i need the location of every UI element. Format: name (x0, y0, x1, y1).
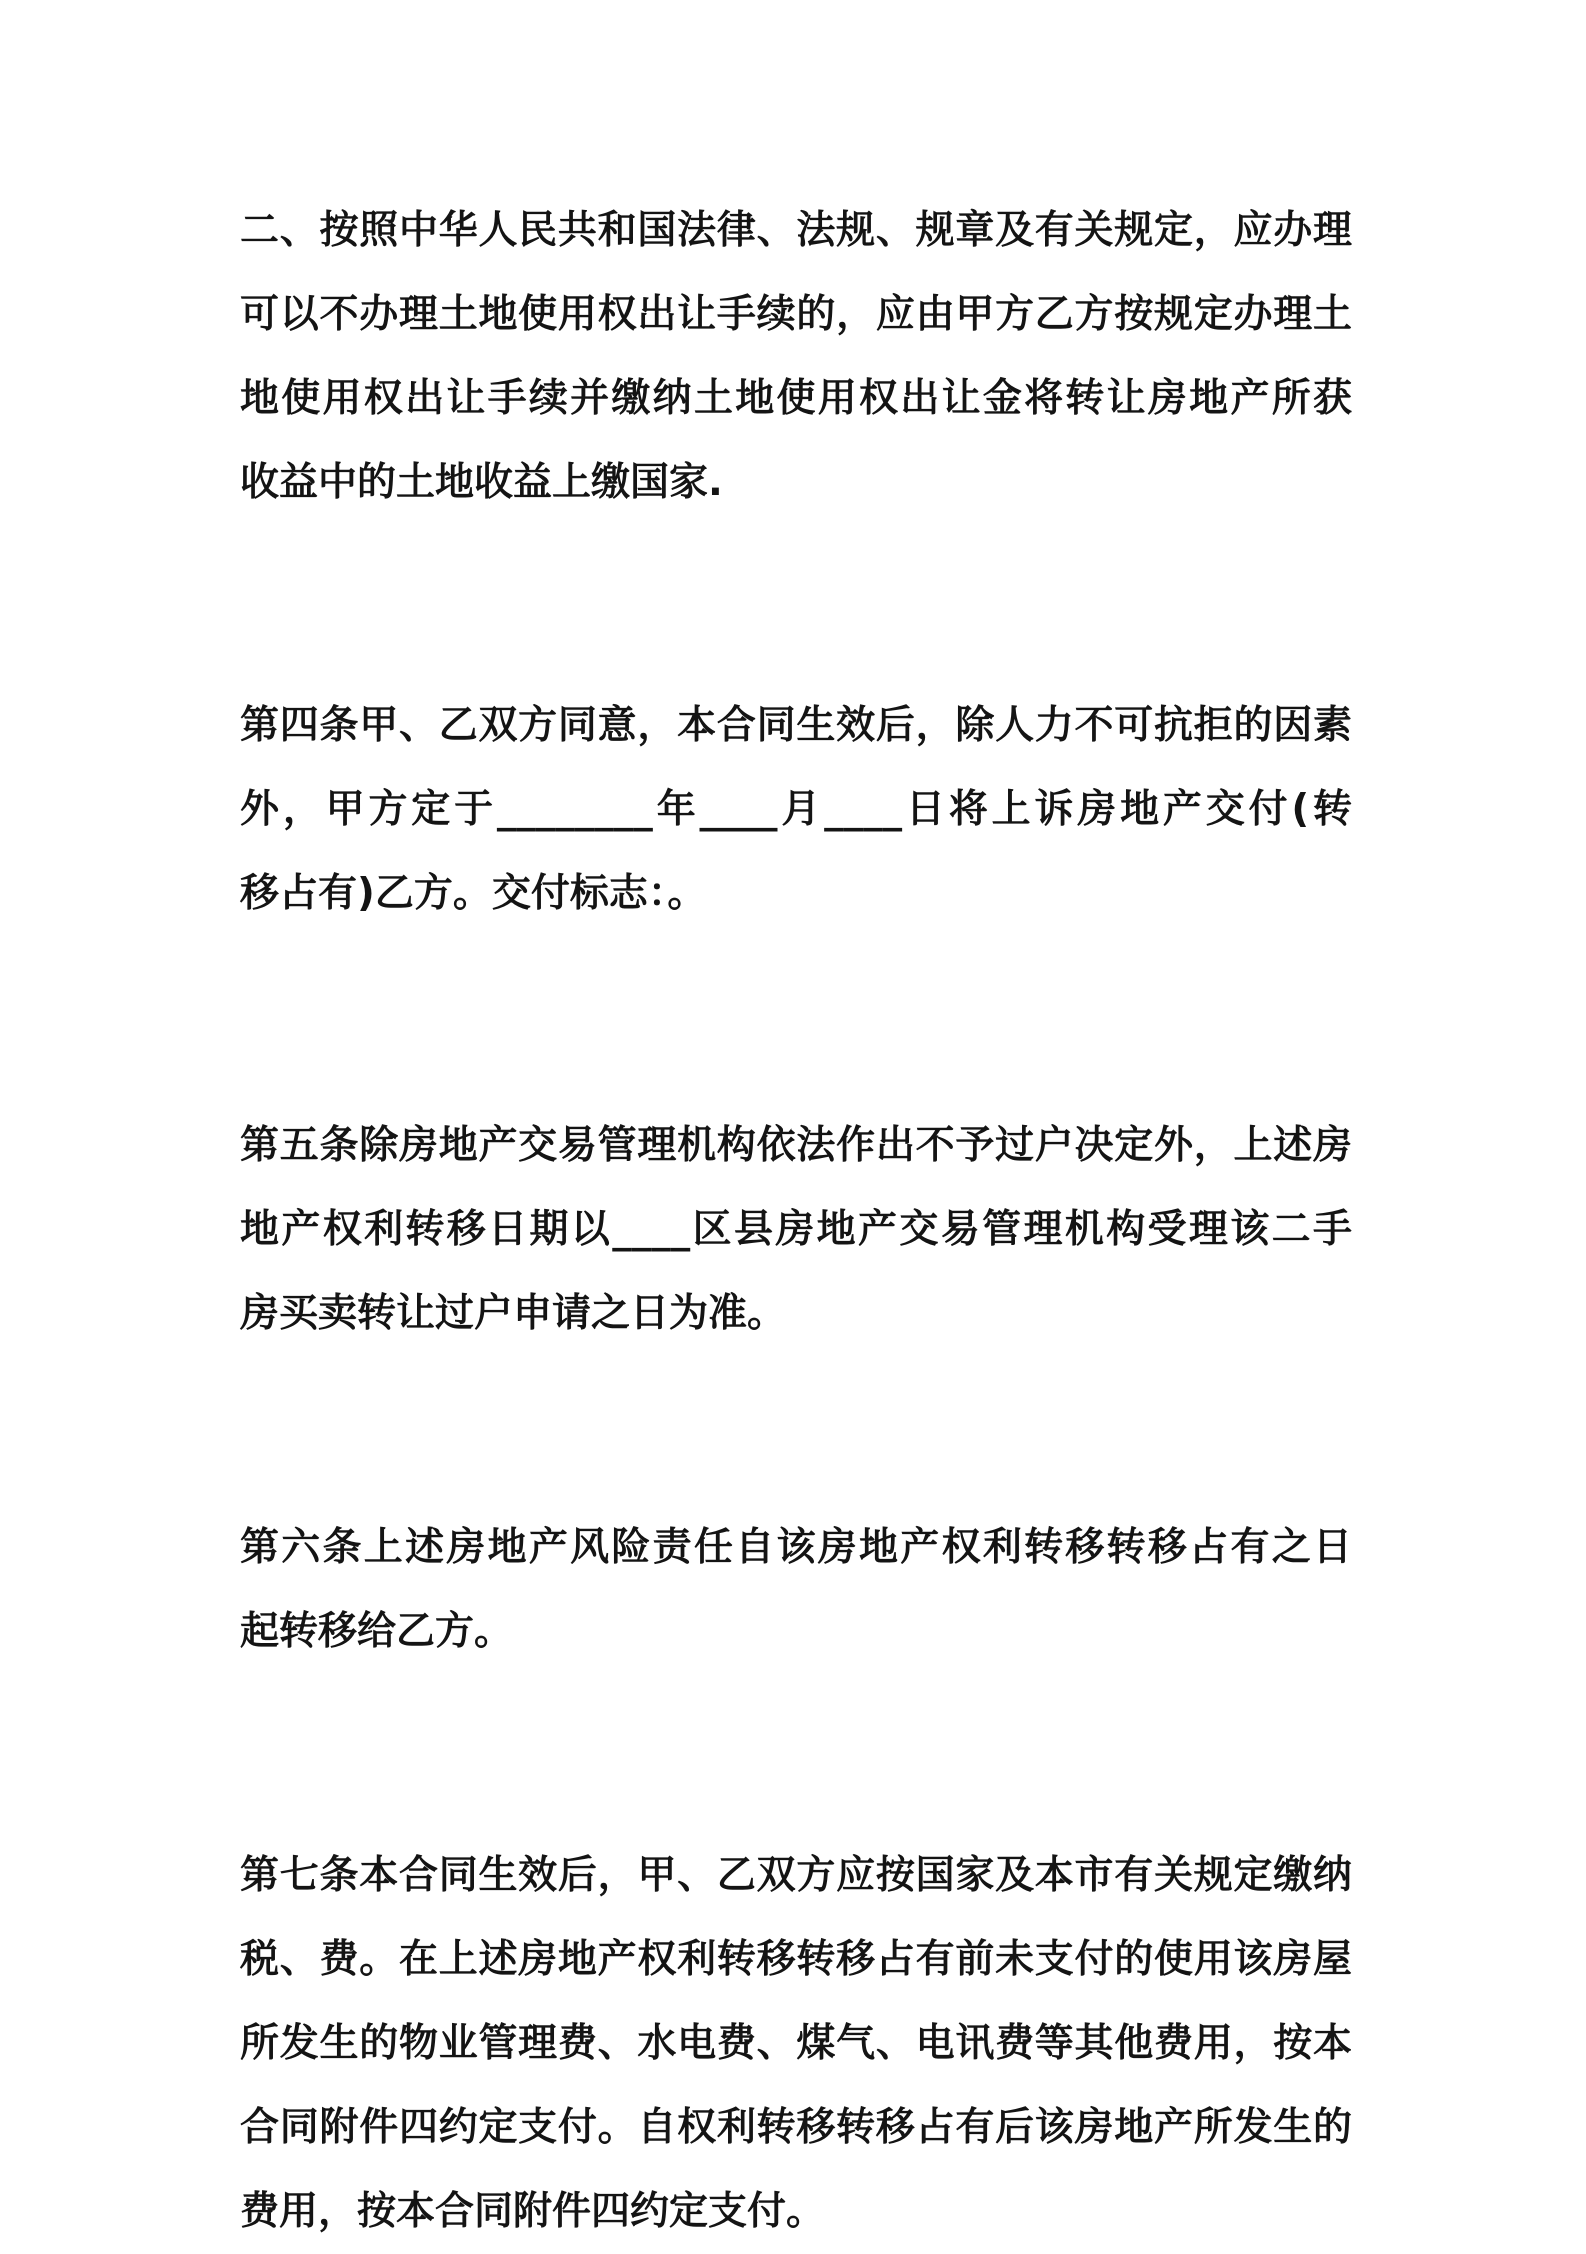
paragraph-line: 外，甲方定于________年____月____日将上诉房地产交付(转 (240, 787, 1352, 832)
paragraph-line: 所发生的物业管理费、水电费、煤气、电讯费等其他费用，按本 (240, 2021, 1352, 2066)
paragraph-line: 房买卖转让过户申请之日为准。 (240, 1291, 787, 1336)
paragraph-spacer (240, 525, 1352, 684)
paragraph-line: 收益中的土地收益上缴国家. (240, 460, 723, 505)
paragraph-line: 地使用权出让手续并缴纳土地使用权出让金将转让房地产所获 (240, 376, 1352, 421)
paragraph-article-4 (240, 684, 1352, 936)
paragraph-land-use-rights (240, 189, 1352, 525)
document-body (240, 189, 1352, 2254)
paragraph-line: 第六条上述房地产风险责任自该房地产权利转移转移占有之日 (240, 1525, 1352, 1570)
paragraph-spacer (240, 1674, 1352, 1834)
paragraph-article-7 (240, 1834, 1352, 2254)
paragraph-article-6 (240, 1506, 1352, 1674)
paragraph-line: 费用，按本合同附件四约定支付。 (240, 2189, 826, 2234)
paragraph-line: 税、费。在上述房地产权利转移转移占有前未支付的使用该房屋 (240, 1937, 1352, 1982)
paragraph-spacer (240, 936, 1352, 1104)
paragraph-line: 二、按照中华人民共和国法律、法规、规章及有关规定，应办理 (240, 208, 1352, 253)
paragraph-line: 移占有)乙方。交付标志：。 (240, 871, 707, 916)
paragraph-line: 第五条除房地产交易管理机构依法作出不予过户决定外，上述房 (240, 1123, 1352, 1168)
paragraph-line: 第四条甲、乙双方同意，本合同生效后，除人力不可抗拒的因素 (240, 703, 1352, 748)
paragraph-line: 合同附件四约定支付。自权利转移转移占有后该房地产所发生的 (240, 2105, 1352, 2150)
paragraph-article-5 (240, 1104, 1352, 1356)
paragraph-spacer (240, 1356, 1352, 1506)
paragraph-line: 可以不办理土地使用权出让手续的，应由甲方乙方按规定办理土 (240, 292, 1352, 337)
paragraph-line: 起转移给乙方。 (240, 1609, 514, 1654)
paragraph-line: 地产权利转移日期以____区县房地产交易管理机构受理该二手 (240, 1207, 1352, 1252)
paragraph-line: 第七条本合同生效后，甲、乙双方应按国家及本市有关规定缴纳 (240, 1853, 1352, 1898)
